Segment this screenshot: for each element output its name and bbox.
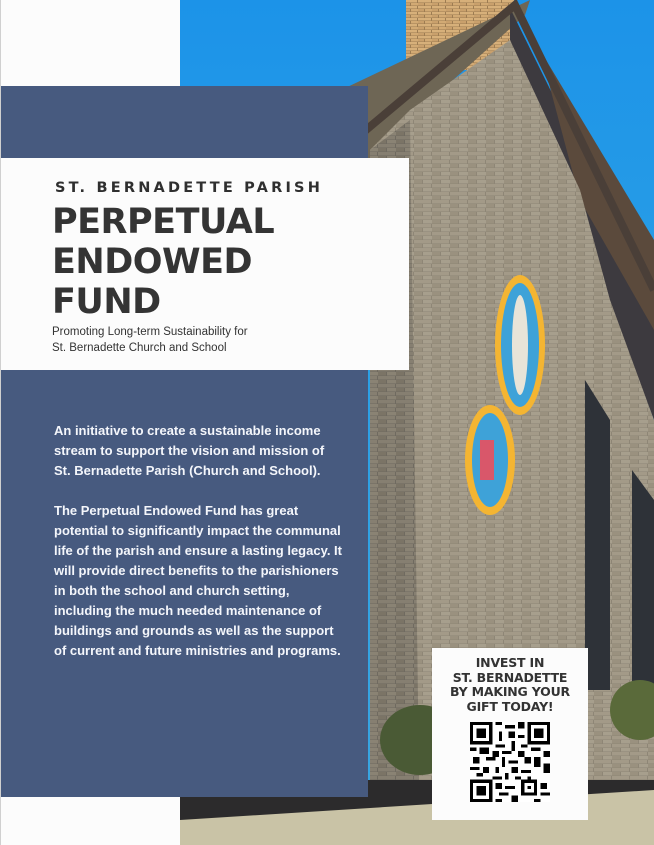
cta-text	[432, 656, 588, 714]
cta-line: INVEST IN	[475, 655, 545, 670]
title-line: PERPETUAL	[52, 202, 275, 242]
page-edge	[0, 0, 1, 845]
subtitle-line: St. Bernadette Church and School	[52, 342, 227, 354]
cta-line: BY MAKING YOUR	[450, 684, 570, 699]
page-title	[52, 202, 274, 322]
qr-code-icon[interactable]	[470, 722, 550, 802]
donation-cta-card[interactable]	[432, 648, 588, 820]
title-line: FUND	[52, 282, 161, 322]
subtitle	[52, 324, 248, 356]
intro-paragraph: An initiative to create a sustainable income stream to support the vision and mission of St. Bernadette Parish (Church and School).	[54, 423, 325, 478]
detail-paragraph: The Perpetual Endowed Fund has great potential to significantly impact the communal life of the parish and ensure a lasting legacy. It will provide direct benefits to the parishioners in both the school and church setting, including the much needed maintenance of buildings and grounds as well as the support of current and future ministries and programs.	[54, 503, 342, 658]
subtitle-line: Promoting Long-term Sustainability for	[52, 326, 248, 338]
title-card	[1, 158, 409, 370]
cta-line: ST. BERNADETTE	[452, 669, 568, 685]
title-line: ENDOWED	[52, 242, 253, 282]
parish-name: ST. BERNADETTE PARISH	[55, 180, 324, 196]
bottom-margin	[1, 797, 180, 845]
body-text	[54, 421, 344, 681]
cta-line: GIFT TODAY!	[466, 698, 554, 714]
